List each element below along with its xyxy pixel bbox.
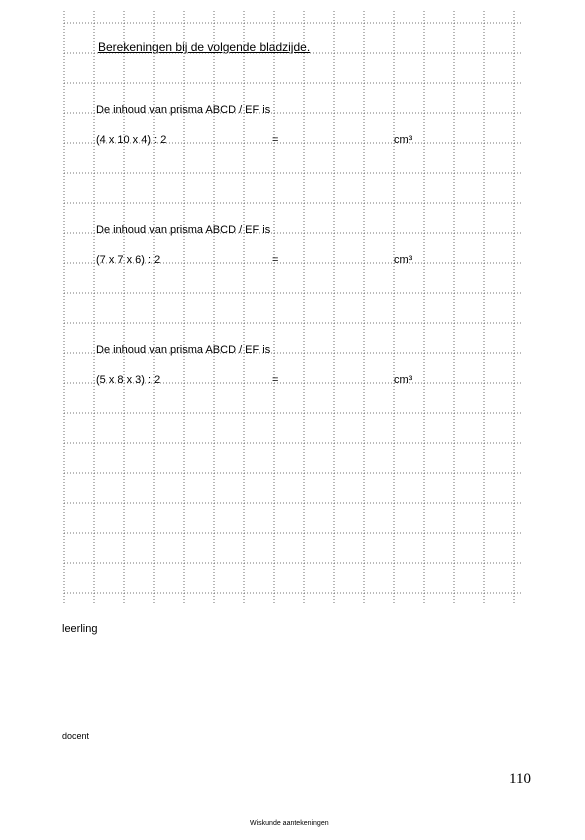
page-footer: Wiskunde aantekeningen	[250, 820, 329, 827]
worksheet-heading: Berekeningen bij de volgende bladzijde.	[98, 40, 311, 54]
block-1-unit: cm³	[394, 134, 413, 146]
block-2-equals-sign: =	[272, 254, 279, 266]
block-2-formula: (7 x 7 x 6) : 2	[96, 254, 161, 266]
block-2-unit: cm³	[394, 254, 413, 266]
block-3-formula: (5 x 8 x 3) : 2	[96, 374, 161, 386]
block-3-unit: cm³	[394, 374, 413, 386]
page-number: 110	[509, 771, 531, 787]
block-3-equals-sign: =	[272, 374, 279, 386]
block-1-formula: (4 x 10 x 4) : 2	[96, 134, 167, 146]
block-1-statement: De inhoud van prisma ABCD / EF is	[96, 104, 271, 116]
teacher-label: docent	[62, 731, 90, 741]
block-2-statement: De inhoud van prisma ABCD / EF is	[96, 224, 271, 236]
block-1-equals-sign: =	[272, 134, 279, 146]
student-label: leerling	[62, 623, 98, 635]
block-3-statement: De inhoud van prisma ABCD / EF is	[96, 344, 271, 356]
